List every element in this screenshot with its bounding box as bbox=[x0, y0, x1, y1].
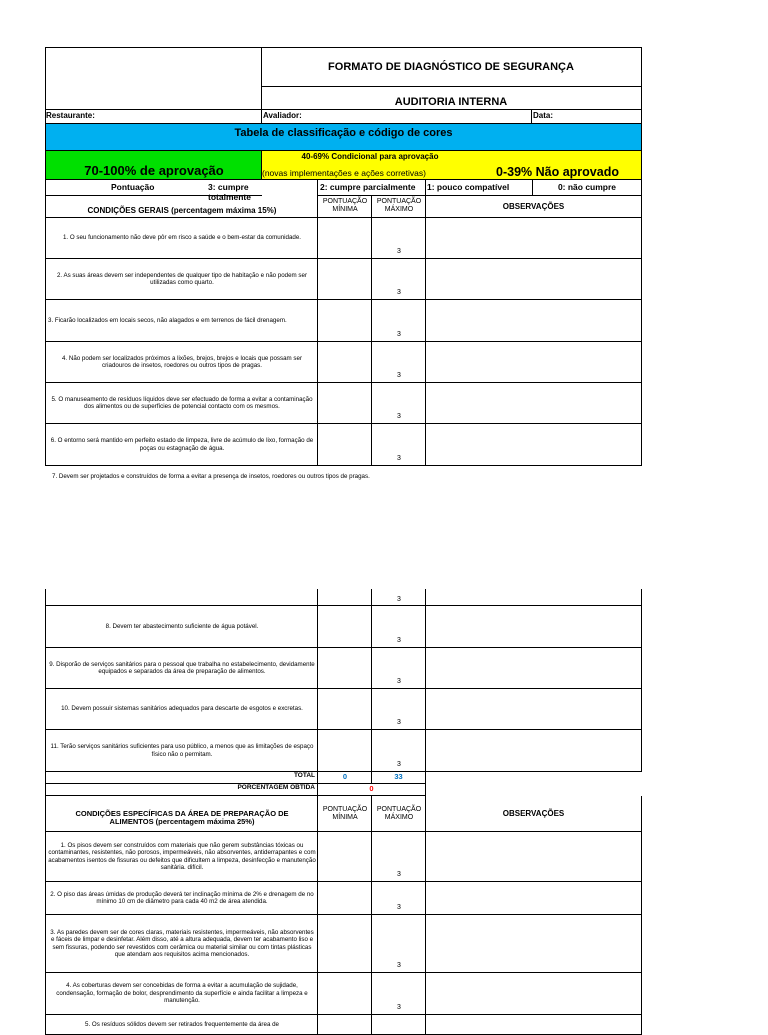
continuation-obs-cell bbox=[425, 589, 642, 606]
legend-yellow-bottom: (novas implementações e ações corretivas) bbox=[262, 168, 426, 178]
section2-row-text-2: 2. O piso das áreas úmidas de produção deverá ter inclinação mínima de 2% e drenagem de no mínimo 10 cm de diâmetro para cada 40 m2 de área atendida. bbox=[45, 882, 318, 915]
section1-row-obs-5 bbox=[425, 383, 642, 424]
page2-row-text-1: 8. Devem ter abastecimento suficiente de água potável. bbox=[45, 606, 318, 648]
section2-row-text-1: 1. Os pisos devem ser construídos com materiais que não gerem substâncias tóxicas ou contaminantes, resistentes, não porosos, impermeáveis, não absorventes, antiderrapantes e com acabamentos isentos de fissuras ou defeitos que dificultem a limpeza, desinfecção e manutenção sanitária. difícil. bbox=[45, 832, 318, 882]
page2-row-max-2: 3 bbox=[371, 648, 426, 689]
restaurante-label: Restaurante: bbox=[45, 109, 262, 124]
section2-row-max-3: 3 bbox=[371, 915, 426, 973]
section1-row-max-1: 3 bbox=[371, 218, 426, 259]
section1-row-obs-3 bbox=[425, 300, 642, 342]
section1-row-max-5: 3 bbox=[371, 383, 426, 424]
section2-title: CONDIÇÕES ESPECÍFICAS DA ÁREA DE PREPARAÇÃO DE ALIMENTOS (percentagem máxima 25%) bbox=[45, 796, 318, 832]
section1-row-obs-6 bbox=[425, 424, 642, 466]
section2-col-min: PONTUAÇÃO MÍNIMA bbox=[317, 796, 372, 832]
section2-row-text-4: 4. As coberturas devem ser concebidas de forma a evitar a acumulação de sujidade, condensação, formação de bolor, desprendimento da superfície e ainda facilitar a limpeza e manutenção. bbox=[45, 973, 318, 1015]
continuation-min-cell bbox=[317, 589, 372, 606]
scale-0: 0: não cumpre bbox=[532, 180, 642, 196]
page2-row-text-4: 11. Terão serviços sanitários suficientes para uso público, a menos que as limitações de espaço físico não o permitam. bbox=[45, 730, 318, 772]
porcentagem-value: 0 bbox=[317, 784, 426, 796]
logo-cell bbox=[45, 47, 262, 110]
section1-row-min-1 bbox=[317, 218, 372, 259]
section2-row-min-3 bbox=[317, 915, 372, 973]
section2-row-obs-4 bbox=[425, 973, 642, 1015]
section2-row-obs-1 bbox=[425, 832, 642, 882]
legend-yellow bbox=[261, 150, 642, 180]
section2-row-min-1 bbox=[317, 832, 372, 882]
legend-title-bar bbox=[45, 124, 642, 150]
item-7-text: 7. Devem ser projetados e construídos de forma a evitar a presença de insetos, roedores ou outros tipos de pragas. bbox=[52, 473, 370, 480]
scale-2: 2: cumpre parcialmente bbox=[317, 180, 426, 196]
section2-col-max: PONTUAÇÃO MÁXIMO bbox=[371, 796, 426, 832]
section2-row-obs-5 bbox=[425, 1015, 642, 1035]
page2-row-min-2 bbox=[317, 648, 372, 689]
section2-row-text-3: 3. As paredes devem ser de cores claras, materiais resistentes, impermeáveis, não absorventes e fáceis de limpar e desinfetar. Além disso, até a altura adequada, devem ter acabamento liso e sem fissuras, podendo ser revestidos com cerâmica ou material similar ou com tintas plásticas que atendam aos requisitos acima mencionados. bbox=[45, 915, 318, 973]
section2-row-max-5 bbox=[371, 1015, 426, 1035]
section2-row-max-1: 3 bbox=[371, 832, 426, 882]
section2-row-text-5: 5. Os resíduos sólidos devem ser retirados frequentemente da área de bbox=[45, 1015, 318, 1035]
legend-yellow-right: 0-39% Não aprovado bbox=[496, 165, 619, 179]
section1-row-max-3: 3 bbox=[371, 300, 426, 342]
page2-row-text-3: 10. Devem possuir sistemas sanitários adequados para descarte de esgotos e excretas. bbox=[45, 689, 318, 730]
section2-col-obs: OBSERVAÇÕES bbox=[425, 796, 642, 832]
section1-title: CONDIÇÕES GERAIS (percentagem máxima 15%) bbox=[45, 196, 318, 218]
legend-yellow-top: 40-69% Condicional para aprovação bbox=[301, 152, 439, 161]
section2-row-min-2 bbox=[317, 882, 372, 915]
continuation-max-cell: 3 bbox=[371, 589, 426, 606]
page2-row-obs-3 bbox=[425, 689, 642, 730]
section2-row-min-5 bbox=[317, 1015, 372, 1035]
legend-green bbox=[45, 150, 262, 180]
section2-row-min-4 bbox=[317, 973, 372, 1015]
section1-row-min-3 bbox=[317, 300, 372, 342]
total-min: 0 bbox=[317, 772, 372, 784]
section1-row-text-2: 2. As suas áreas devem ser independentes de qualquer tipo de habitação e não podem ser utilizadas como quarto. bbox=[45, 259, 318, 300]
data-label: Data: bbox=[531, 109, 642, 124]
page2-row-obs-4 bbox=[425, 730, 642, 772]
section2-row-obs-3 bbox=[425, 915, 642, 973]
scale-3: 3: cumpre totalmente bbox=[208, 182, 251, 202]
page2-row-min-1 bbox=[317, 606, 372, 648]
section1-row-text-1: 1. O seu funcionamento não deve pôr em risco a saúde e o bem-estar da comunidade. bbox=[45, 218, 318, 259]
page2-row-min-3 bbox=[317, 689, 372, 730]
section1-row-obs-1 bbox=[425, 218, 642, 259]
page2-row-max-4: 3 bbox=[371, 730, 426, 772]
section1-row-text-3: 3. Ficarão localizados em locais secos, não alagados e em terrenos de fácil drenagem. bbox=[45, 300, 318, 342]
page2-row-obs-1 bbox=[425, 606, 642, 648]
section1-col-obs: OBSERVAÇÕES bbox=[425, 196, 642, 218]
document-subtitle: AUDITORIA INTERNA bbox=[261, 86, 642, 110]
continuation-text-cell bbox=[45, 589, 318, 606]
legend-green-text: 70-100% de aprovação bbox=[84, 163, 224, 178]
total-label: TOTAL bbox=[45, 772, 318, 784]
scale-row-left bbox=[45, 180, 262, 202]
page2-row-obs-2 bbox=[425, 648, 642, 689]
legend-title: Tabela de classificação e código de cores bbox=[234, 127, 453, 139]
avaliador-label: Avaliador: bbox=[261, 109, 532, 124]
total-max: 33 bbox=[371, 772, 426, 784]
section1-col-max: PONTUAÇÃO MÁXIMO bbox=[371, 196, 426, 218]
section1-row-obs-4 bbox=[425, 342, 642, 383]
section2-row-max-4: 3 bbox=[371, 973, 426, 1015]
section1-row-max-2: 3 bbox=[371, 259, 426, 300]
section2-row-obs-2 bbox=[425, 882, 642, 915]
section1-row-min-2 bbox=[317, 259, 372, 300]
page2-row-text-2: 9. Disporão de serviços sanitários para o pessoal que trabalha no estabelecimento, devidamente equipados e separados da área de preparação de alimentos. bbox=[45, 648, 318, 689]
section1-row-max-4: 3 bbox=[371, 342, 426, 383]
scale-pontuacao: Pontuação bbox=[111, 182, 155, 192]
section1-row-text-4: 4. Não podem ser localizados próximos a lixões, brejos, brejos e locais que possam ser criadouros de insetos, roedores ou outros tipos de pragas. bbox=[45, 342, 318, 383]
section1-row-max-6: 3 bbox=[371, 424, 426, 466]
page2-row-max-1: 3 bbox=[371, 606, 426, 648]
page2-row-min-4 bbox=[317, 730, 372, 772]
section1-row-text-5: 5. O manuseamento de resíduos líquidos deve ser efectuado de forma a evitar a contaminação dos alimentos ou de superfícies de potencial contacto com os mesmos. bbox=[45, 383, 318, 424]
section1-row-min-6 bbox=[317, 424, 372, 466]
document-title: FORMATO DE DIAGNÓSTICO DE SEGURANÇA bbox=[261, 47, 642, 87]
section2-row-max-2: 3 bbox=[371, 882, 426, 915]
section1-row-min-5 bbox=[317, 383, 372, 424]
section1-row-min-4 bbox=[317, 342, 372, 383]
section1-row-text-6: 6. O entorno será mantido em perfeito estado de limpeza, livre de acúmulo de lixo, formação de poças ou estagnação de água. bbox=[45, 424, 318, 466]
section1-col-min: PONTUAÇÃO MÍNIMA bbox=[317, 196, 372, 218]
section1-row-obs-2 bbox=[425, 259, 642, 300]
scale-1: 1: pouco compatível bbox=[425, 180, 533, 196]
page2-row-max-3: 3 bbox=[371, 689, 426, 730]
porcentagem-label: PORCENTAGEM OBTIDA bbox=[45, 784, 318, 796]
